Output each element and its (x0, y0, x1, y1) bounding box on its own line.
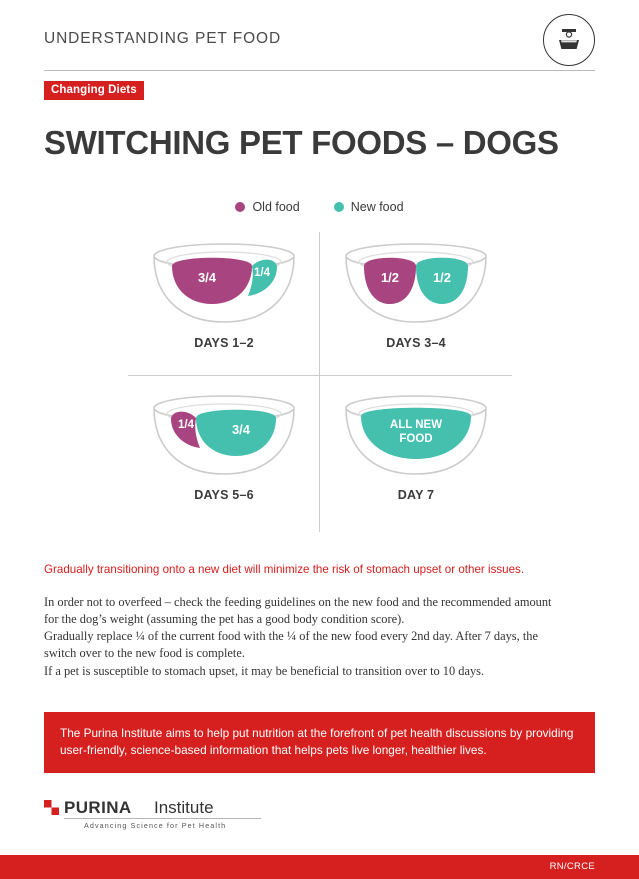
fraction-old-days-1-2: 3/4 (197, 270, 217, 285)
lead-paragraph: Gradually transitioning onto a new diet will minimize the risk of stomach upset or other issues. (44, 563, 525, 576)
legend-label-new-food: New food (350, 200, 404, 214)
bowl-label-days-1-2: DAYS 1–2 (194, 336, 254, 350)
purina-institute-logo (44, 798, 304, 838)
bowl-cell-days-5-6 (128, 384, 320, 527)
footer-bar (0, 855, 639, 879)
footer-code: RN/CRCE (549, 861, 595, 872)
page-title: SWITCHING PET FOODS – DOGS (44, 124, 559, 161)
legend-label-old-food: Old food (252, 200, 300, 214)
callout-box: The Purina Institute aims to help put nutrition at the forefront of pet health discussions by providing user-friendly, science-based information that helps pets live longer, healthier lives. (44, 712, 595, 773)
bowl-label-day-7: DAY 7 (397, 488, 435, 502)
purina-checkerboard-icon (44, 800, 59, 815)
label-all-new-line1: ALL NEW (389, 419, 443, 431)
category-tag: Changing Diets (44, 81, 144, 100)
legend (0, 200, 639, 214)
pet-bowl-badge-icon (543, 14, 595, 66)
bowl-diagram-grid (128, 232, 512, 532)
header-divider (44, 70, 595, 71)
bowl-label-days-5-6: DAYS 5–6 (194, 488, 254, 502)
legend-item-new-food (334, 200, 404, 214)
legend-item-old-food (235, 200, 299, 214)
logo-brand-purina: PURINA (64, 798, 132, 817)
logo-divider (64, 818, 261, 819)
fraction-old-days-5-6: 1/4 (178, 419, 194, 431)
bowl-illustration-days-1-2 (144, 234, 304, 330)
grid-horizontal-divider (128, 375, 512, 376)
bowl-cell-days-3-4 (320, 232, 512, 375)
page-header (44, 14, 595, 66)
header-title: UNDERSTANDING PET FOOD (44, 30, 282, 47)
legend-dot-new-food (334, 202, 344, 212)
bowl-label-days-3-4: DAYS 3–4 (386, 336, 446, 350)
bowl-cell-day-7 (320, 384, 512, 527)
logo-tagline: Advancing Science for Pet Health (84, 821, 227, 830)
body-paragraph-2: Gradually replace ¼ of the current food with the ¼ of the new food every 2nd day. After 7 days, the switch over to the new food is complete. (44, 629, 538, 661)
body-paragraph-3: If a pet is susceptible to stomach upset, it may be beneficial to transition over to 10 days. (44, 664, 485, 678)
fraction-new-days-1-2: 1/4 (254, 267, 270, 279)
fraction-new-days-5-6: 3/4 (231, 422, 251, 437)
bowl-cell-days-1-2 (128, 232, 320, 375)
fraction-old-days-3-4: 1/2 (380, 270, 400, 285)
body-paragraph-1: In order not to overfeed – check the feeding guidelines on the new food and the recommended amount for the dog’s weight (assuming the pet has a good body condition score). (44, 595, 552, 627)
label-all-new-line2: FOOD (399, 433, 433, 445)
logo-brand-institute: Institute (154, 798, 214, 817)
legend-dot-old-food (235, 202, 245, 212)
fraction-new-days-3-4: 1/2 (432, 270, 452, 285)
bowl-illustration-days-5-6 (144, 386, 304, 482)
bowl-illustration-days-3-4 (336, 234, 496, 330)
bowl-illustration-day-7 (336, 386, 496, 482)
